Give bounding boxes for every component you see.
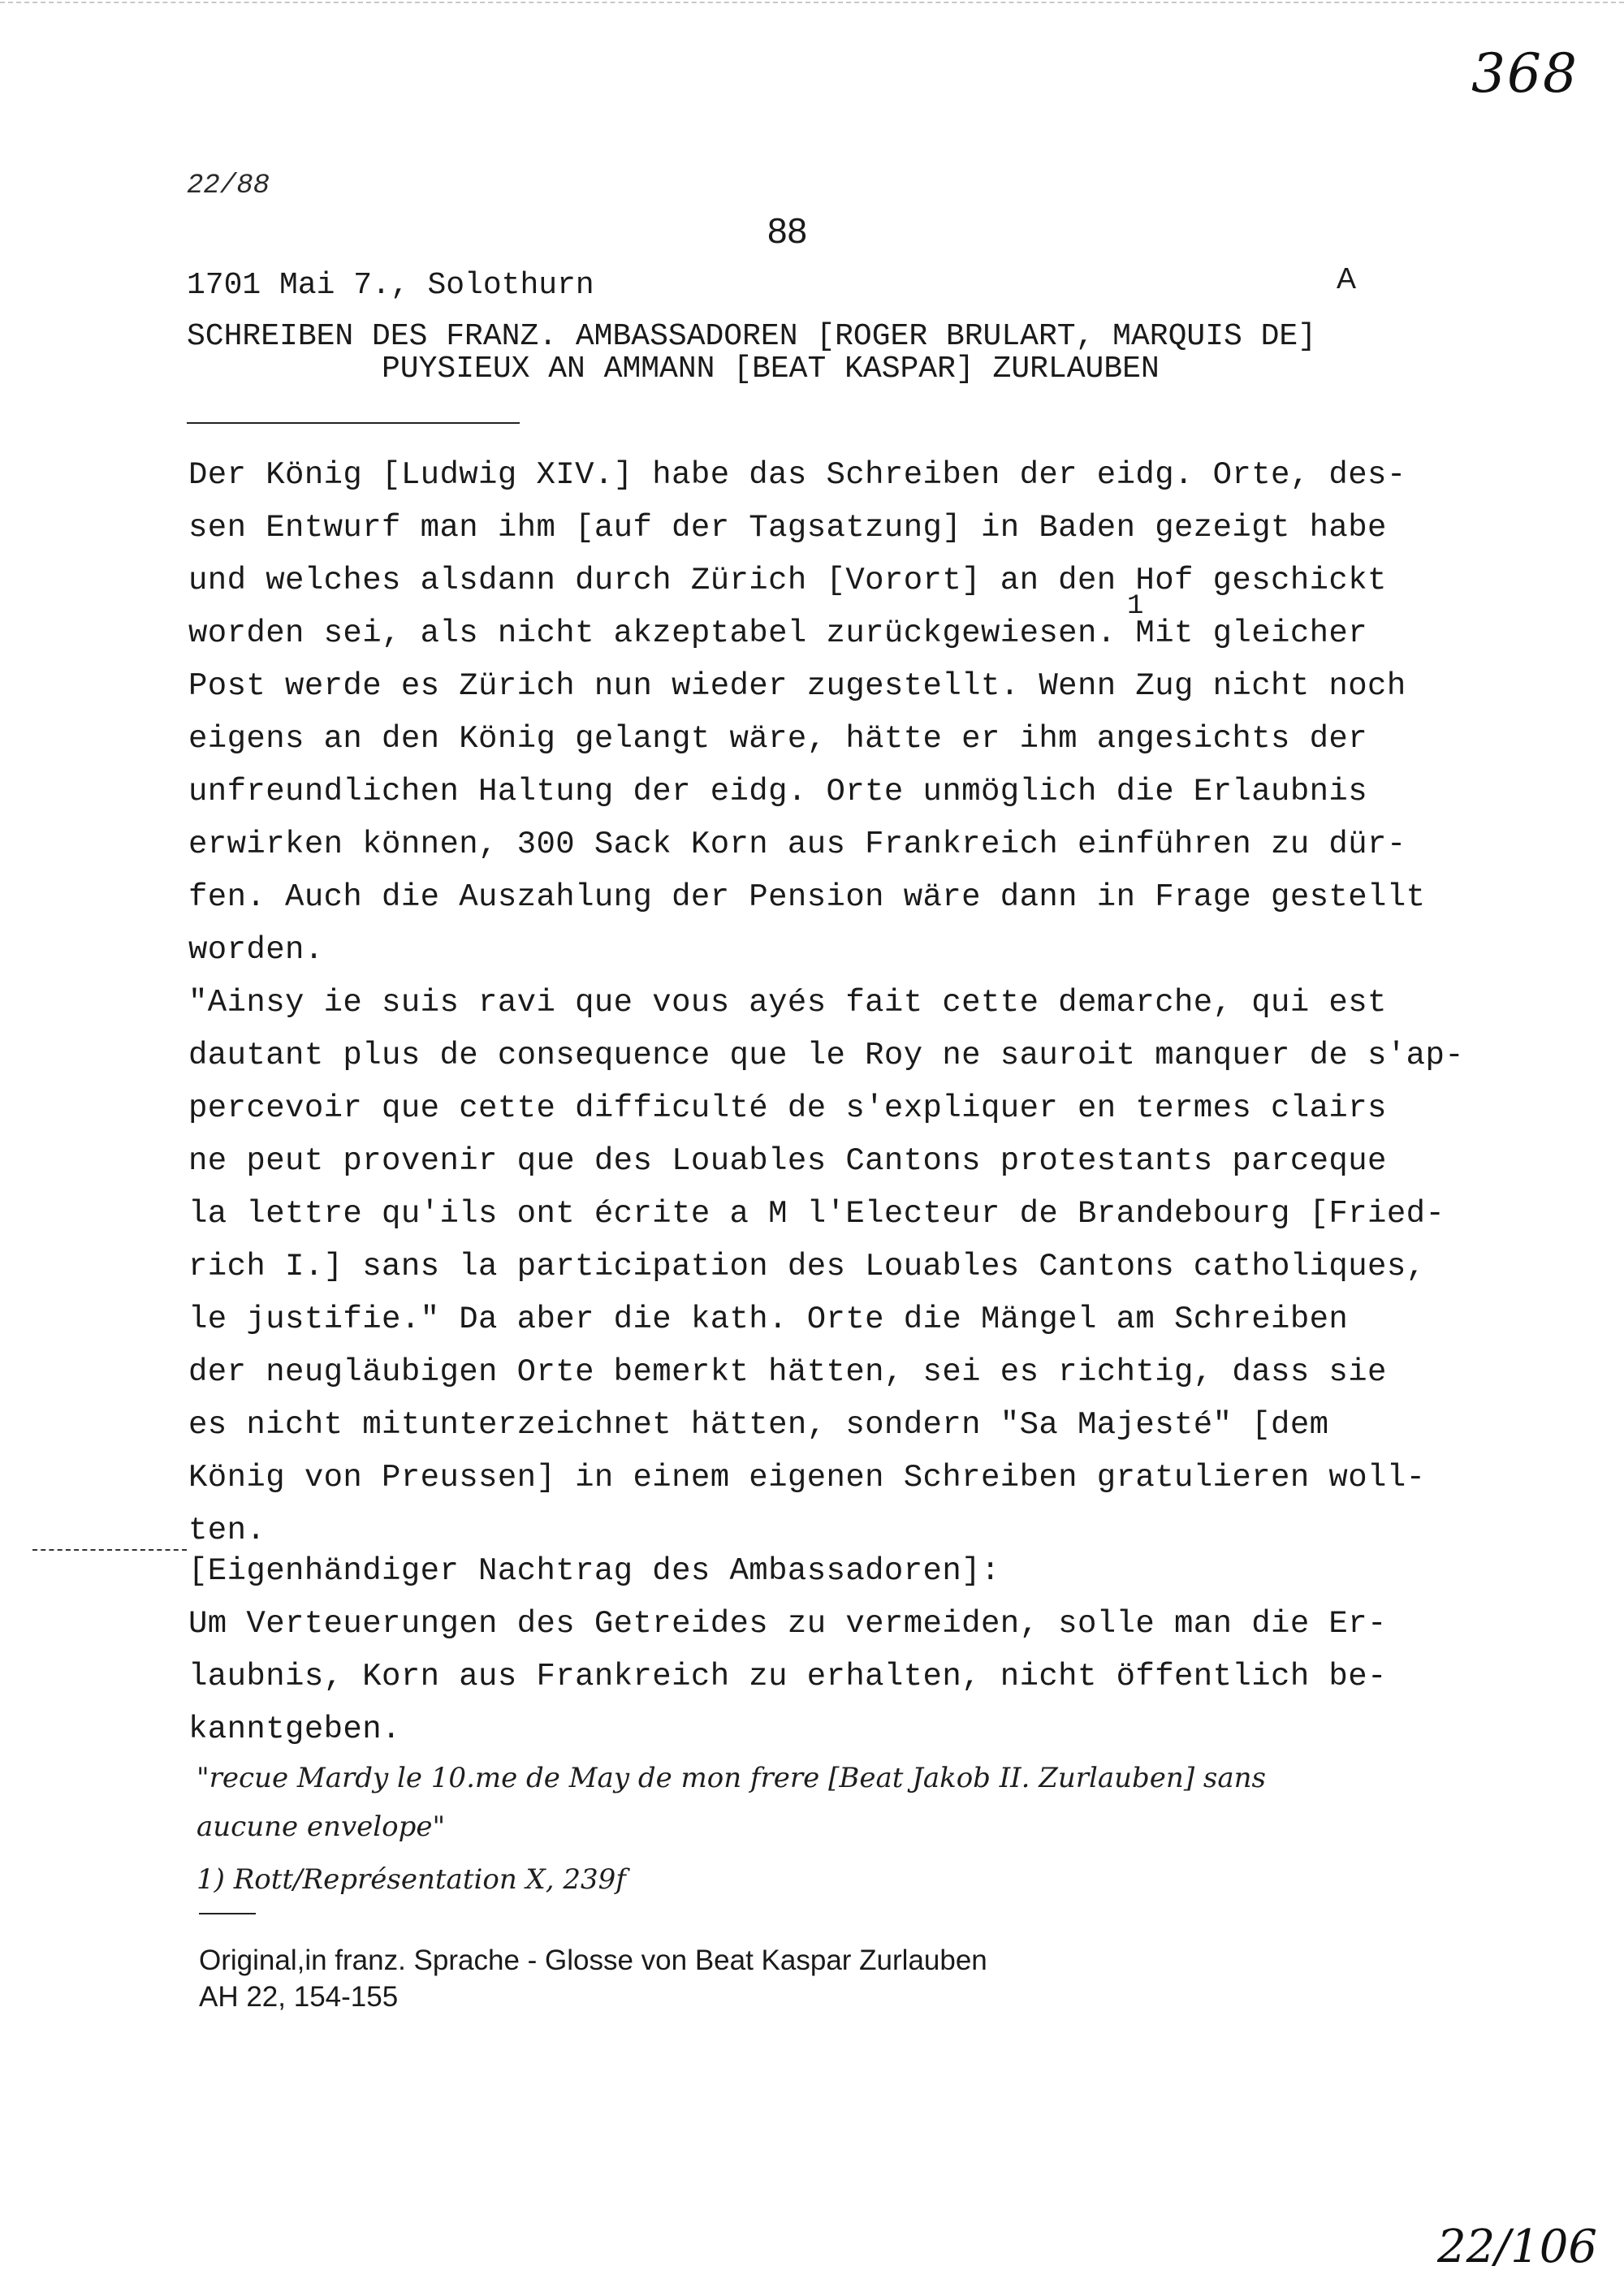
body-line: rich I.] sans la participation des Louables Cantons catholiques, <box>188 1249 1426 1284</box>
body-line: der neugläubigen Orte bemerkt hätten, sei es richtig, dass sie <box>188 1354 1387 1390</box>
body-line: worden. <box>188 932 324 968</box>
body-line: ne peut provenir que des Louables Cantons protestants parceque <box>188 1143 1387 1179</box>
body-line: ten. <box>188 1513 266 1548</box>
body-line: es nicht mitunterzeichnet hätten, sondern "Sa Majesté" [dem <box>188 1407 1329 1443</box>
archive-stamp: 22/106 <box>1437 2221 1598 2273</box>
body-line: dautant plus de consequence que le Roy ne sauroit manquer de s'ap- <box>188 1038 1465 1073</box>
body-line: eigens an den König gelangt wäre, hätte er ihm angesichts der <box>188 721 1368 757</box>
folio-number: 368 <box>1471 42 1579 105</box>
margin-dash <box>32 1549 187 1551</box>
document-title-line-1: SCHREIBEN DES FRANZ. AMBASSADOREN [ROGER BRULART, MARQUIS DE] <box>187 319 1317 354</box>
body-line: sen Entwurf man ihm [auf der Tagsatzung] in Baden gezeigt habe <box>188 510 1387 546</box>
title-separator <box>187 422 520 424</box>
body-line: Um Verteuerungen des Getreides zu vermeiden, solle man die Er- <box>188 1606 1387 1642</box>
footnote-separator <box>199 1913 256 1914</box>
body-line: und welches alsdann durch Zürich [Vorort] an den Hof geschickt <box>188 563 1387 598</box>
source-note: Original,in franz. Sprache - Glosse von Beat Kaspar Zurlauben <box>199 1945 987 1976</box>
postscript-heading: [Eigenhändiger Nachtrag des Ambassadoren]: <box>188 1553 1000 1589</box>
body-line: unfreundlichen Haltung der eidg. Orte unmöglich die Erlaubnis <box>188 774 1368 809</box>
type-marker: A <box>1337 261 1357 295</box>
footnote-marker: 1 <box>1127 591 1144 622</box>
body-line: Der König [Ludwig XIV.] habe das Schreiben der eidg. Orte, des- <box>188 457 1406 493</box>
gloss-line: "recue Mardy le 10.me de May de mon frere [Beat Jakob II. Zurlauben] sans <box>197 1762 1266 1794</box>
body-line: fen. Auch die Auszahlung der Pension wäre dann in Frage gestellt <box>188 879 1426 915</box>
body-line: König von Preussen] in einem eigenen Schreiben gratulieren woll- <box>188 1460 1426 1496</box>
body-line: percevoir que cette difficulté de s'expliquer en termes clairs <box>188 1090 1387 1126</box>
body-line: laubnis, Korn aus Frankreich zu erhalten, nicht öffentlich be- <box>188 1659 1387 1694</box>
body-line: Post werde es Zürich nun wieder zugestellt. Wenn Zug nicht noch <box>188 668 1406 704</box>
gloss-line: aucune envelope" <box>197 1811 446 1843</box>
reference-number: 22/88 <box>187 170 270 201</box>
footnote-text: 1) Rott/Représentation X, 239f <box>197 1863 626 1896</box>
body-line: "Ainsy ie suis ravi que vous ayés fait cette demarche, qui est <box>188 985 1387 1021</box>
document-title-line-2: PUYSIEUX AN AMMANN [BEAT KASPAR] ZURLAUBEN <box>382 352 1160 386</box>
document-number: 88 <box>767 211 807 251</box>
dateline: 1701 Mai 7., Solothurn <box>187 268 594 303</box>
scan-top-edge <box>0 2 1624 3</box>
archive-reference: AH 22, 154-155 <box>199 1981 399 2013</box>
body-line: le justifie." Da aber die kath. Orte die Mängel am Schreiben <box>188 1301 1349 1337</box>
body-line: la lettre qu'ils ont écrite a M l'Electeur de Brandebourg [Fried- <box>188 1196 1445 1232</box>
body-line: worden sei, als nicht akzeptabel zurückgewiesen. Mit gleicher <box>188 615 1368 651</box>
body-line: kanntgeben. <box>188 1711 401 1747</box>
body-line: erwirken können, 300 Sack Korn aus Frankreich einführen zu dür- <box>188 827 1406 862</box>
